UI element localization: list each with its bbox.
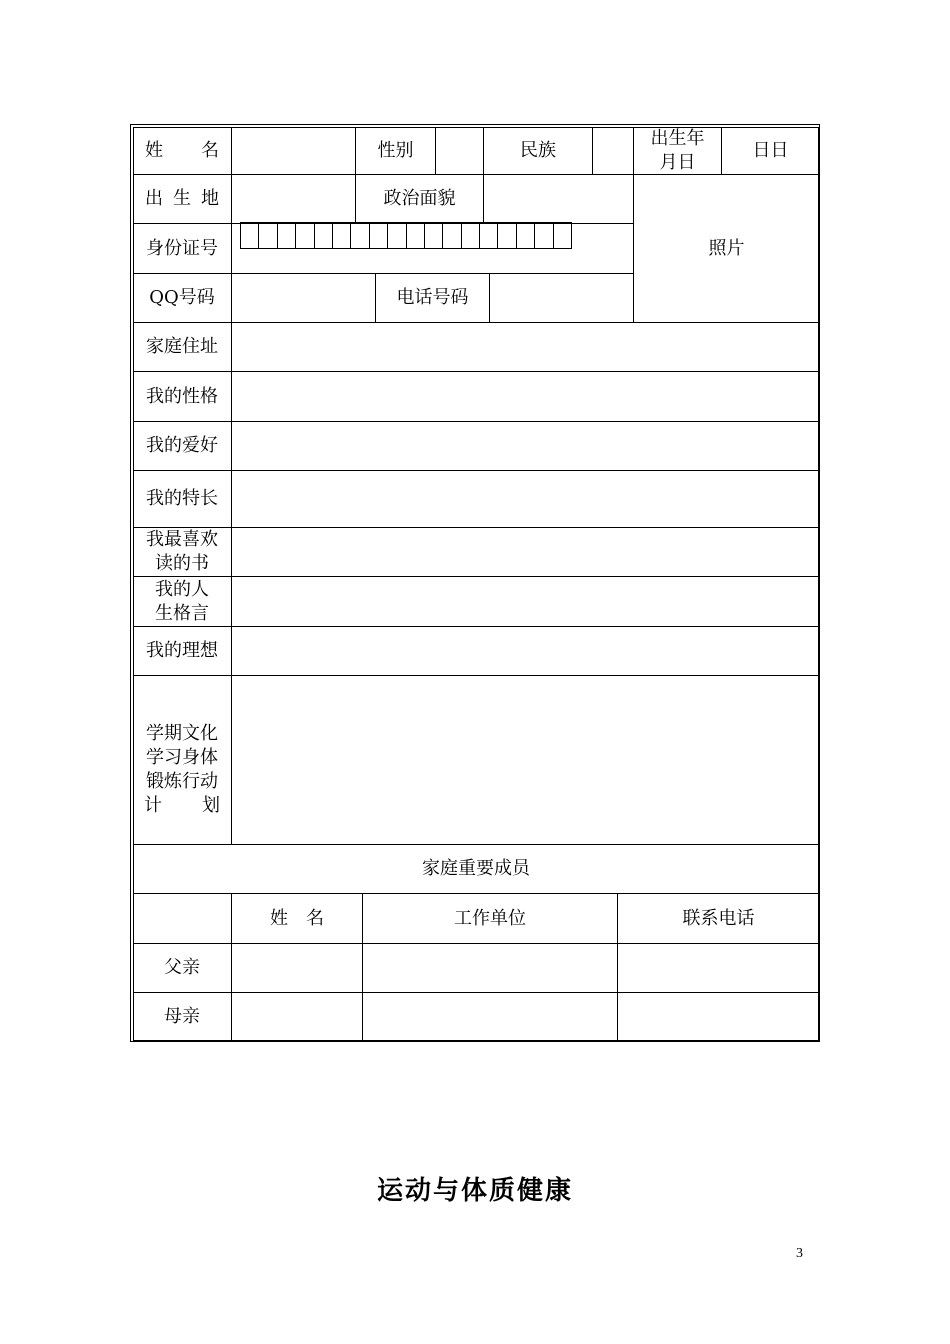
id-digit-box[interactable] <box>351 222 369 249</box>
family-contact-header: 联系电话 <box>682 907 755 929</box>
personality-label: 我的性格 <box>146 385 218 407</box>
mother-label: 母亲 <box>164 1006 200 1027</box>
hobby-label: 我的爱好 <box>146 435 218 456</box>
id-number-boxes[interactable] <box>240 222 572 249</box>
page-number: 3 <box>796 1246 803 1261</box>
birth-date-label: 出生年 月日 <box>650 127 705 173</box>
id-number-label: 身份证号 <box>146 237 218 259</box>
father-label: 父亲 <box>164 957 200 978</box>
gender-label: 性别 <box>377 139 414 161</box>
specialty-field[interactable] <box>232 471 819 527</box>
political-status-label: 政治面貌 <box>383 188 456 209</box>
student-info-form <box>130 124 820 1042</box>
photo-area[interactable]: 照片 <box>708 237 745 259</box>
section-title: 运动与体质健康 <box>376 1176 573 1206</box>
family-name-header: 姓 名 <box>270 907 324 929</box>
id-digit-box[interactable] <box>535 222 553 249</box>
qq-field[interactable] <box>232 274 375 322</box>
semester-plan-field[interactable] <box>232 676 819 844</box>
id-digit-box[interactable] <box>388 222 406 249</box>
id-digit-box[interactable] <box>480 222 498 249</box>
ideal-label: 我的理想 <box>146 640 218 661</box>
phone-field[interactable] <box>490 274 633 322</box>
father-name-field[interactable] <box>232 944 362 992</box>
id-digit-box[interactable] <box>370 222 388 249</box>
address-field[interactable] <box>232 323 819 371</box>
personality-field[interactable] <box>232 372 819 421</box>
name-field[interactable] <box>232 127 355 174</box>
mother-work-field[interactable] <box>363 993 617 1041</box>
id-digit-box[interactable] <box>462 222 480 249</box>
family-work-header: 工作单位 <box>454 907 526 929</box>
favorite-book-field[interactable] <box>232 528 819 576</box>
id-digit-box[interactable] <box>259 222 277 249</box>
id-digit-box[interactable] <box>407 222 425 249</box>
political-status-field[interactable] <box>484 175 633 223</box>
birthplace-label: 出 生 地 <box>145 188 219 209</box>
name-label: 姓 名 <box>145 139 219 161</box>
family-blank-header <box>133 894 231 943</box>
life-motto-field[interactable] <box>232 577 819 626</box>
id-digit-box[interactable] <box>443 222 461 249</box>
life-motto-label: 我的人 生格言 <box>155 578 209 624</box>
birth-date-value[interactable]: 日日 <box>752 139 789 161</box>
qq-label: QQ号码 <box>149 287 215 308</box>
id-digit-box[interactable] <box>554 222 572 249</box>
id-digit-box[interactable] <box>333 222 351 249</box>
id-digit-box[interactable] <box>425 222 443 249</box>
mother-contact-field[interactable] <box>618 993 819 1041</box>
father-contact-field[interactable] <box>618 944 819 992</box>
hobby-field[interactable] <box>232 422 819 470</box>
ideal-field[interactable] <box>232 627 819 675</box>
id-digit-box[interactable] <box>498 222 516 249</box>
id-digit-box[interactable] <box>517 222 535 249</box>
semester-plan-label: 学期文化 学习身体 锻炼行动 计 划 <box>144 723 220 816</box>
ethnicity-label: 民族 <box>520 139 556 161</box>
ethnicity-field[interactable] <box>593 127 633 174</box>
birthplace-field[interactable] <box>232 175 355 223</box>
mother-name-field[interactable] <box>232 993 362 1041</box>
id-digit-box[interactable] <box>315 222 333 249</box>
address-label: 家庭住址 <box>146 336 218 357</box>
id-digit-box[interactable] <box>278 222 296 249</box>
family-members-header: 家庭重要成员 <box>422 858 530 879</box>
phone-label: 电话号码 <box>396 287 469 308</box>
specialty-label: 我的特长 <box>146 488 218 509</box>
id-digit-box[interactable] <box>241 222 259 249</box>
id-digit-box[interactable] <box>296 222 314 249</box>
father-work-field[interactable] <box>363 944 617 992</box>
gender-field[interactable] <box>436 127 483 174</box>
favorite-book-label: 我最喜欢 读的书 <box>146 529 218 574</box>
